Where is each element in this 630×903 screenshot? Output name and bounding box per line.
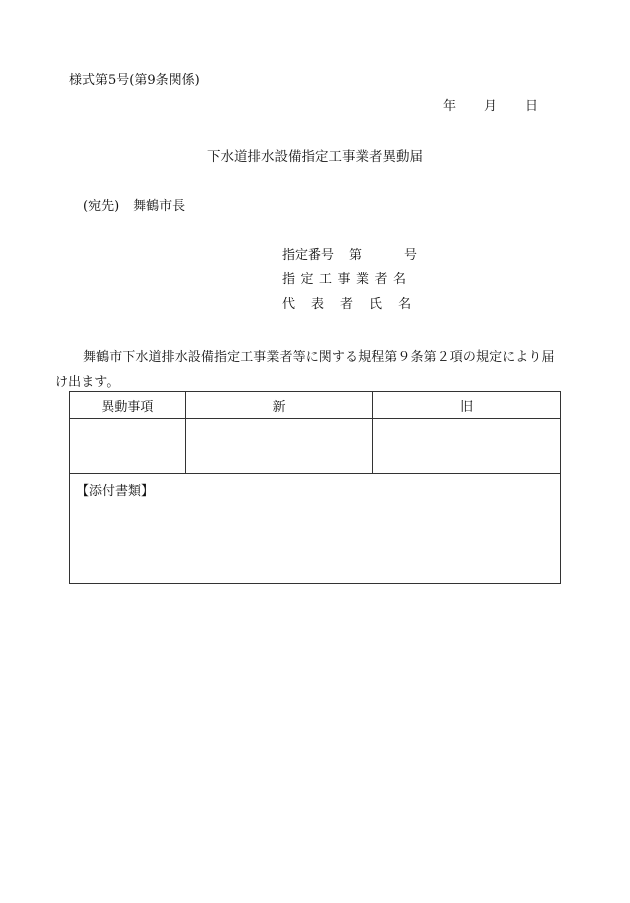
header-change-item: 異動事項 bbox=[70, 392, 186, 419]
changes-table bbox=[69, 391, 561, 584]
header-old: 旧 bbox=[373, 392, 561, 419]
representative-char: 者 bbox=[340, 297, 354, 312]
date-day: 日 bbox=[525, 99, 539, 114]
designation-number-label: 指定番号 bbox=[282, 248, 335, 263]
representative-name-row bbox=[282, 298, 411, 311]
document-title: 下水道排水設備指定工事業者異動届 bbox=[207, 149, 423, 165]
form-number: 様式第5号(第9条関係) bbox=[69, 73, 200, 88]
attachments-label: 【添付書類】 bbox=[76, 484, 155, 499]
designation-suffix: 号 bbox=[404, 248, 418, 263]
addressee bbox=[83, 200, 185, 213]
attachments-row bbox=[70, 474, 561, 584]
representative-char: 氏 bbox=[369, 297, 383, 312]
header-new: 新 bbox=[185, 392, 373, 419]
attachments-cell[interactable] bbox=[70, 474, 561, 584]
date-line bbox=[443, 100, 538, 113]
addressee-name: 舞鶴市長 bbox=[133, 199, 186, 214]
table-row bbox=[70, 419, 561, 474]
representative-char: 代 bbox=[282, 297, 296, 312]
table-header-row bbox=[70, 392, 561, 419]
date-year: 年 bbox=[443, 99, 457, 114]
representative-char: 表 bbox=[311, 297, 325, 312]
new-value-cell[interactable] bbox=[185, 419, 373, 474]
addressee-prefix: (宛先) bbox=[83, 199, 120, 214]
statement-paragraph: 舞鶴市下水道排水設備指定工事業者等に関する規程第９条第２項の規定により届け出ます。 bbox=[55, 350, 555, 390]
old-value-cell[interactable] bbox=[373, 419, 561, 474]
business-name-label: 指定工事業者名 bbox=[282, 272, 412, 287]
designation-prefix: 第 bbox=[349, 248, 363, 263]
business-name-row bbox=[282, 273, 412, 286]
representative-char: 名 bbox=[398, 297, 412, 312]
designation-number-row bbox=[282, 249, 417, 262]
date-month: 月 bbox=[484, 99, 498, 114]
change-item-cell[interactable] bbox=[70, 419, 186, 474]
